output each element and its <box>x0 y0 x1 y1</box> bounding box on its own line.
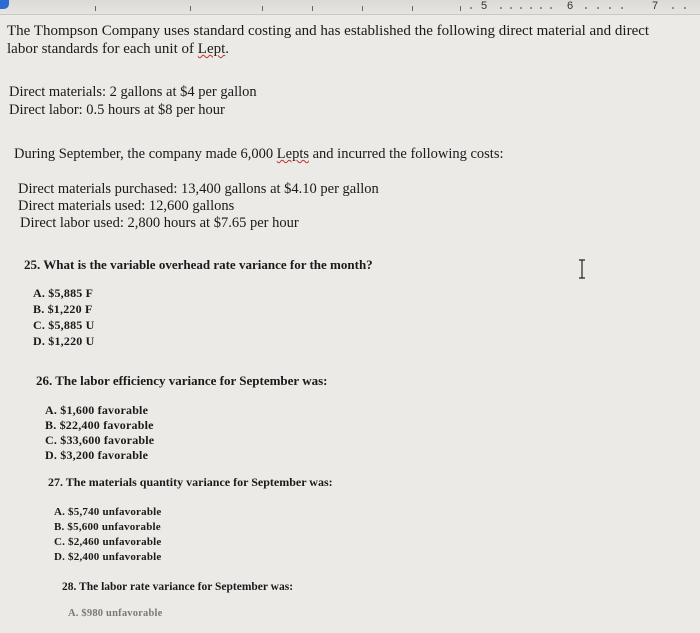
question-25-option-c: C. $5,885 U <box>33 318 95 332</box>
question-27-option-b: B. $5,600 unfavorable <box>54 521 161 533</box>
question-27: 27. The materials quantity variance for September was: <box>48 475 333 489</box>
ruler-dot <box>672 7 674 9</box>
ruler-dot <box>585 7 587 9</box>
question-26-option-d: D. $3,200 favorable <box>45 448 149 462</box>
ruler-tick <box>460 6 461 11</box>
ruler-marker[interactable] <box>0 0 9 9</box>
ruler-dot <box>520 7 522 9</box>
ruler-dot <box>684 7 686 9</box>
ruler-dot <box>550 7 552 9</box>
question-27-option-c: C. $2,460 unfavorable <box>54 536 162 548</box>
ruler-dot <box>470 7 472 9</box>
intro-line-1: The Thompson Company uses standard costing and has established the following direct material and direct <box>7 23 650 39</box>
ruler-number-5: 5 <box>481 0 488 12</box>
question-25: 25. What is the variable overhead rate variance for the month? <box>24 257 373 272</box>
september-sentence <box>14 146 504 163</box>
ruler-dot <box>510 7 512 9</box>
ruler-tick <box>190 6 191 11</box>
question-26: 26. The labor efficiency variance for September was: <box>36 373 328 388</box>
ruler-tick <box>412 6 413 11</box>
ruler-dot <box>597 7 599 9</box>
intro-line-2-text: labor standards for each unit of <box>7 41 198 57</box>
misspelled-word-lepts[interactable]: Lepts <box>276 146 309 162</box>
question-26-option-a: A. $1,600 favorable <box>45 403 149 417</box>
ruler-tick <box>312 6 313 11</box>
cost-materials-used: Direct materials used: 12,600 gallons <box>18 198 235 214</box>
question-25-option-d: D. $1,220 U <box>33 334 95 348</box>
standard-direct-materials: Direct materials: 2 gallons at $4 per gallon <box>9 84 257 100</box>
ruler <box>0 0 700 15</box>
cost-labor-used: Direct labor used: 2,800 hours at $7.65 per hour <box>20 215 299 231</box>
question-27-option-d: D. $2,400 unfavorable <box>54 551 162 563</box>
ruler-dot <box>500 7 502 9</box>
question-25-option-a: A. $5,885 F <box>33 286 94 300</box>
intro-line-2 <box>7 41 229 58</box>
september-text-end: and incurred the following costs: <box>309 146 504 162</box>
ruler-dot <box>540 7 542 9</box>
september-text: During September, the company made 6,000 <box>14 146 277 162</box>
question-28-option-a: A. $980 unfavorable <box>68 608 163 617</box>
ruler-tick <box>95 6 96 11</box>
question-28: 28. The labor rate variance for September was: <box>62 581 294 593</box>
intro-line-2-end: . <box>225 41 230 57</box>
question-27-option-a: A. $5,740 unfavorable <box>54 506 162 518</box>
misspelled-word-lept[interactable]: Lept <box>197 41 226 57</box>
cost-materials-purchased: Direct materials purchased: 13,400 gallons at $4.10 per gallon <box>18 181 379 197</box>
ruler-tick <box>262 6 263 11</box>
ruler-dot <box>621 7 623 9</box>
ruler-number-7: 7 <box>652 0 659 12</box>
standard-direct-labor: Direct labor: 0.5 hours at $8 per hour <box>9 102 225 118</box>
document-page[interactable] <box>0 14 700 633</box>
ruler-tick <box>362 6 363 11</box>
ruler-number-6: 6 <box>567 0 574 12</box>
ruler-dot <box>609 7 611 9</box>
question-26-option-c: C. $33,600 favorable <box>45 433 155 447</box>
ruler-dot <box>530 7 532 9</box>
text-cursor-icon <box>577 259 587 279</box>
question-26-option-b: B. $22,400 favorable <box>45 418 154 432</box>
question-25-option-b: B. $1,220 F <box>33 302 93 316</box>
